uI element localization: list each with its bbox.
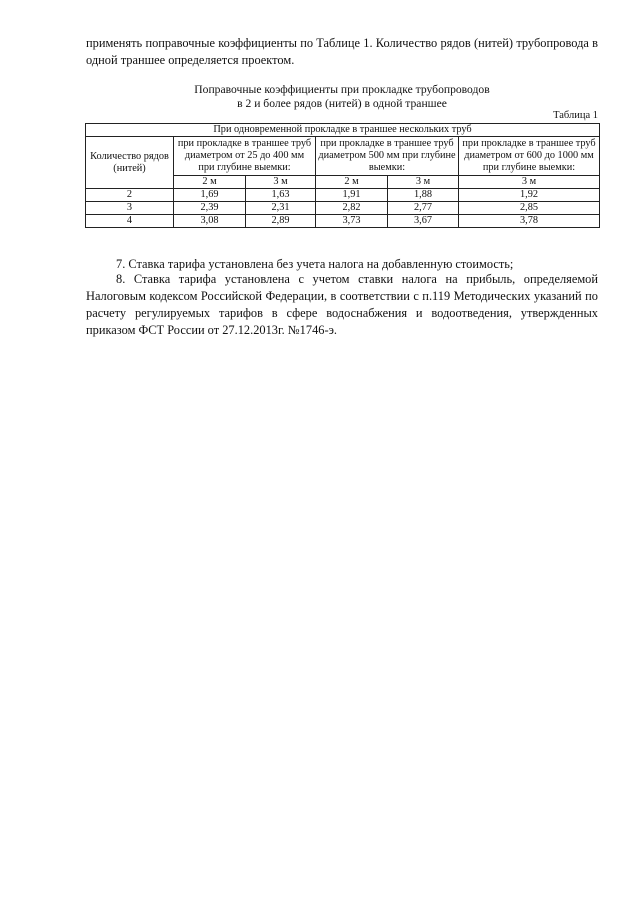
value-cell: 1,63 [246,189,316,202]
value-cell: 1,69 [174,189,246,202]
value-cell: 2,85 [459,202,600,215]
depth-header: 2 м [174,176,246,189]
table-caption [86,83,598,111]
table-row [86,189,600,202]
table-group-header: при прокладке в траншее труб диаметром от 25 до 400 мм при глубине выемки: [174,137,316,176]
value-cell: 2,31 [246,202,316,215]
row-count-cell: 3 [86,202,174,215]
item-8-paragraph: 8. Ставка тарифа установлена с учетом ставки налога на прибыль, определяемой Налоговым кодексом Российской Федерации, в соответствии с п.119 Методических указаний по расчету регулируемых тарифов в сфере водоснабжения и водоотведения, утвержденных приказом ФСТ России от 27.12.2013г. №1746-э. [86,272,598,337]
intro-paragraph: применять поправочные коэффициенты по Таблице 1. Количество рядов (нитей) трубопровода в одной траншее определяется проектом. [86,36,598,67]
value-cell: 3,67 [388,215,459,228]
table-group-header-row [86,137,600,176]
item-7-paragraph: 7. Ставка тарифа установлена без учета налога на добавленную стоимость; [116,257,514,271]
row-count-cell: 2 [86,189,174,202]
table-caption-line-2: в 2 и более рядов (нитей) в одной траншее [237,97,447,110]
table-group-header: при прокладке в траншее труб диаметром 500 мм при глубине выемки: [316,137,459,176]
table-row [86,215,600,228]
coefficients-table [85,123,600,228]
table-label: Таблица 1 [553,110,598,121]
table-caption-line-1: Поправочные коэффициенты при прокладке трубопроводов [194,83,490,96]
value-cell: 2,89 [246,215,316,228]
depth-header: 3 м [459,176,600,189]
table-group-header: при прокладке в траншее труб диаметром от 600 до 1000 мм при глубине выемки: [459,137,600,176]
value-cell: 3,08 [174,215,246,228]
value-cell: 2,77 [388,202,459,215]
value-cell: 3,73 [316,215,388,228]
table-super-header: При одновременной прокладке в траншее нескольких труб [86,124,600,137]
row-count-cell: 4 [86,215,174,228]
value-cell: 1,91 [316,189,388,202]
depth-header: 3 м [388,176,459,189]
table-super-header-row [86,124,600,137]
value-cell: 2,39 [174,202,246,215]
value-cell: 1,92 [459,189,600,202]
value-cell: 1,88 [388,189,459,202]
value-cell: 3,78 [459,215,600,228]
depth-header: 2 м [316,176,388,189]
table-row [86,202,600,215]
depth-header: 3 м [246,176,316,189]
table-row-header: Количество рядов (нитей) [86,137,174,189]
value-cell: 2,82 [316,202,388,215]
